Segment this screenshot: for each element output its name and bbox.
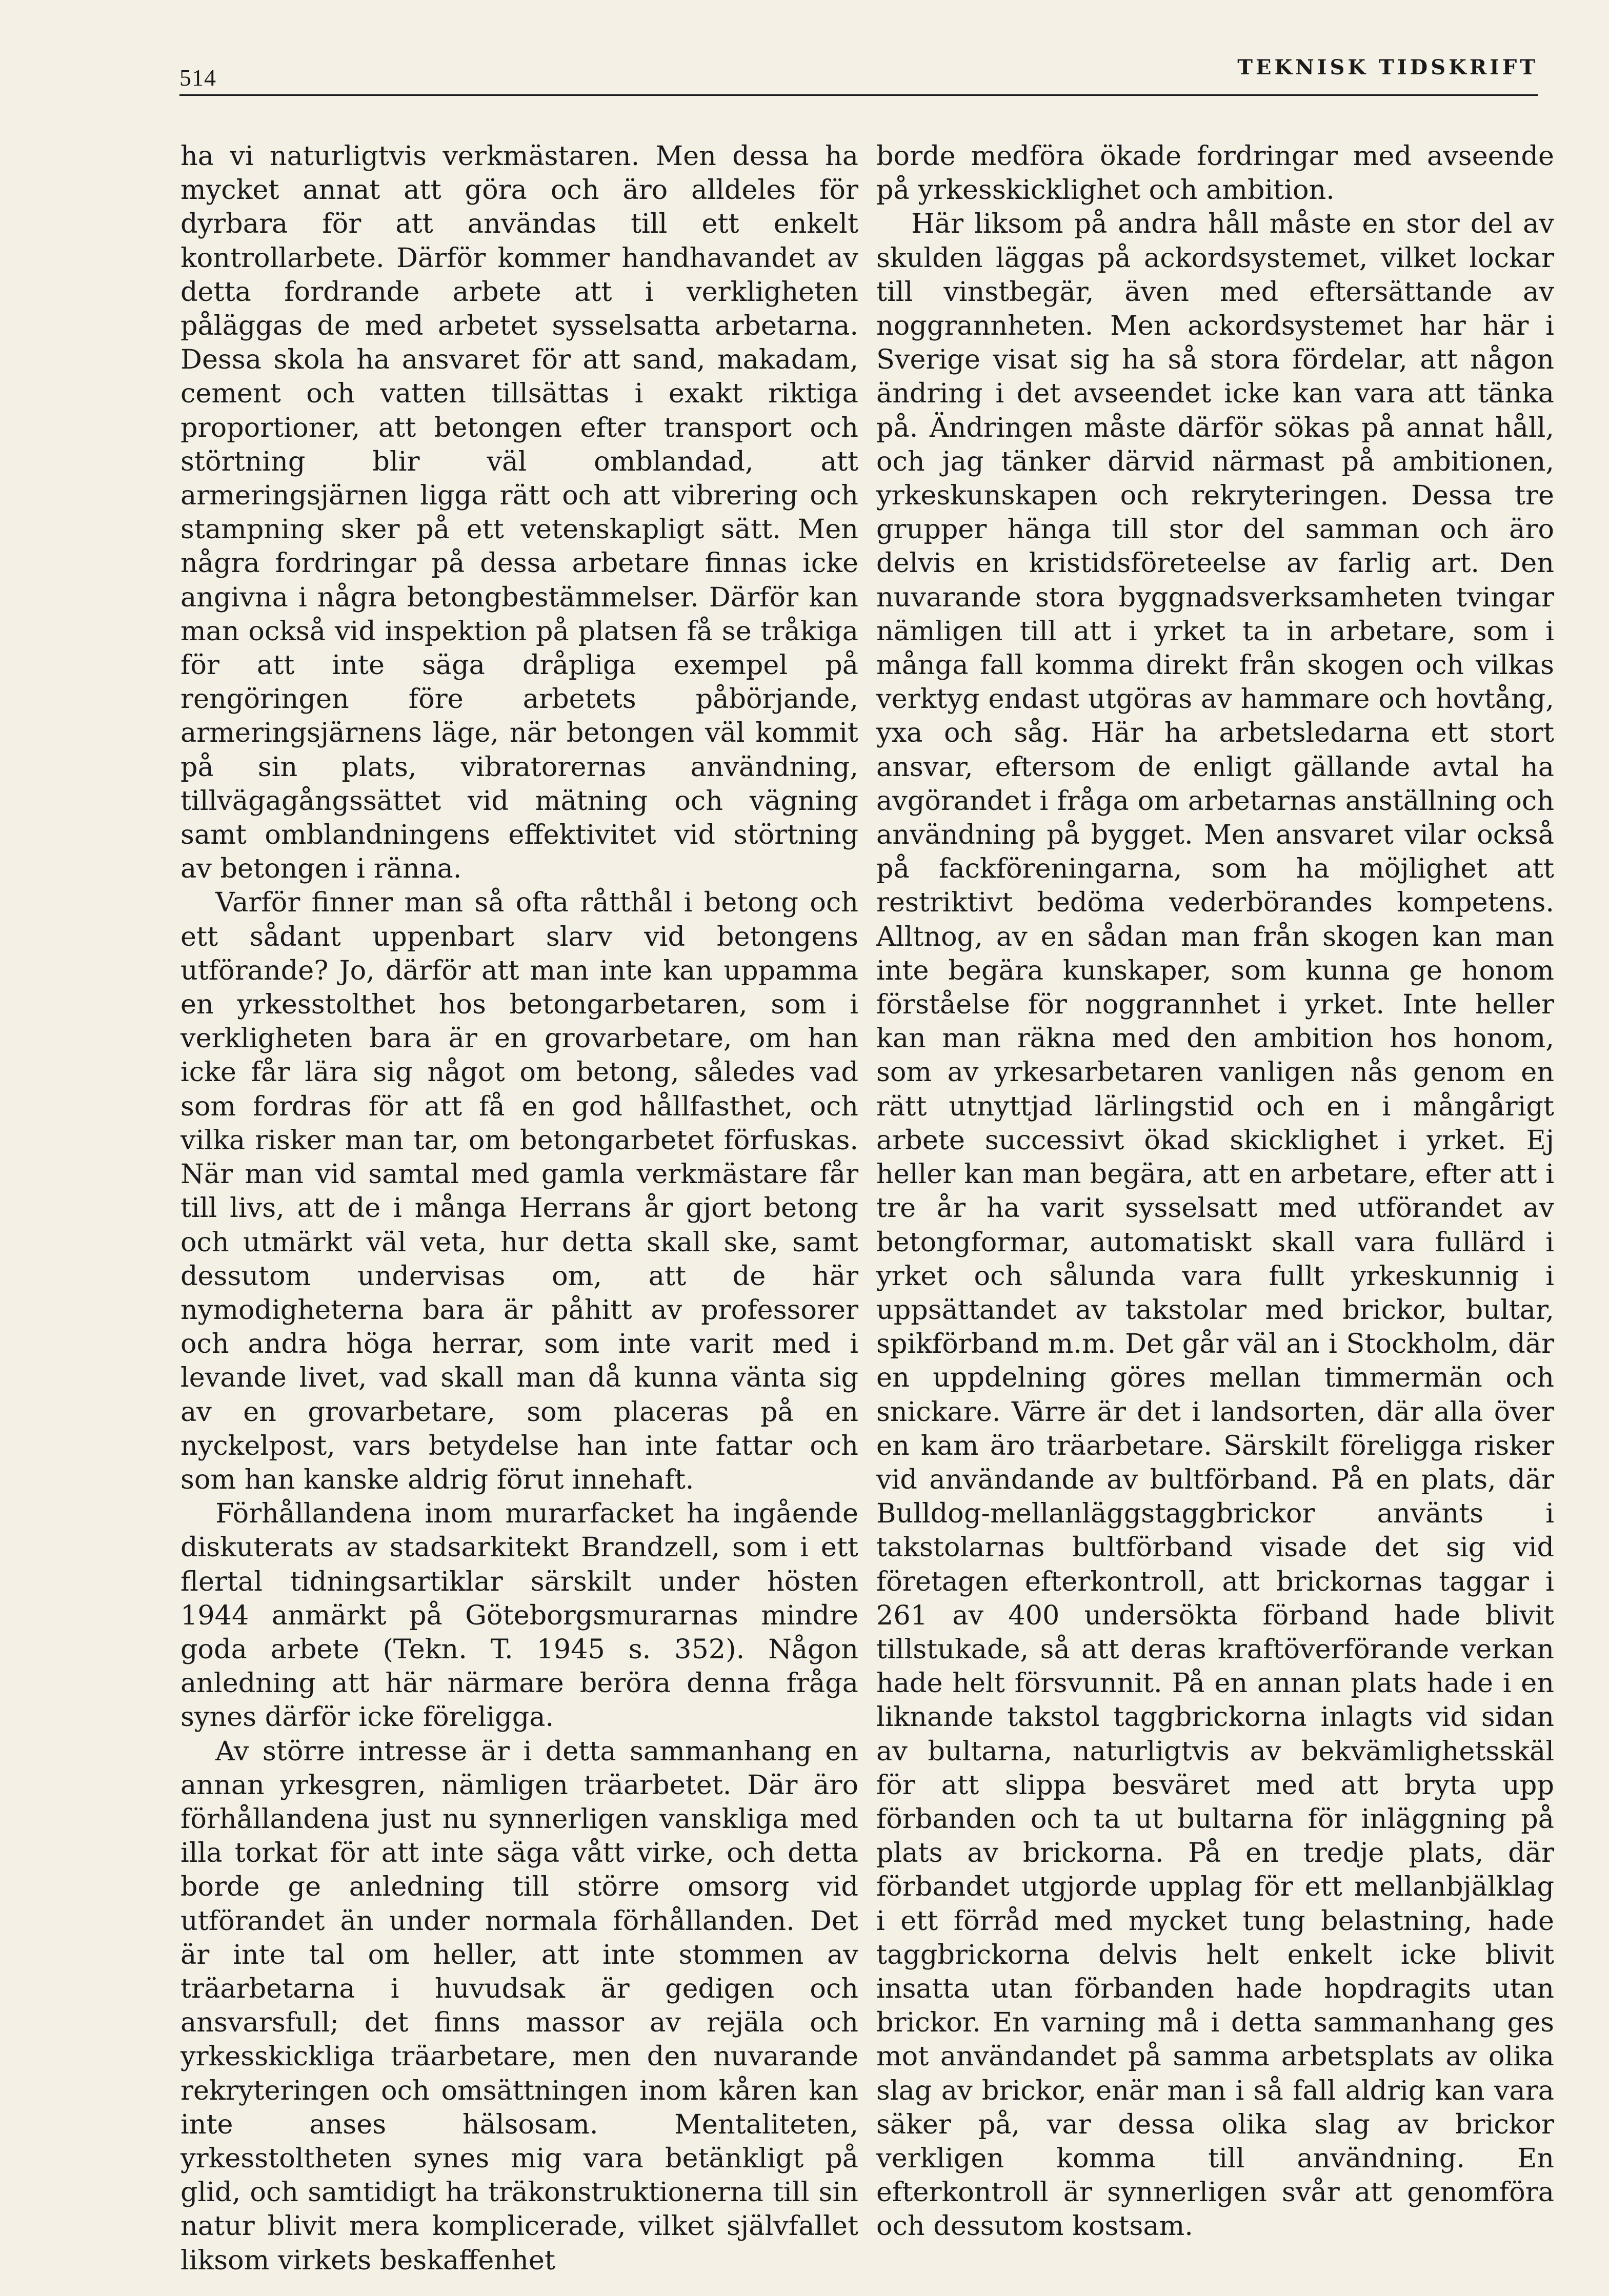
- page-number: 514: [179, 65, 216, 91]
- running-head: TEKNISK TIDSKRIFT: [1237, 55, 1538, 79]
- paragraph: Av större intresse är i detta sammanhang en annan yrkesgren, nämligen träarbetet. Där äro förhållandena just nu synnerligen vanskliga med illa torkat för att inte säga vått virke, och detta borde ge anledning till större omsorg vid utförandet än under normala förhållanden. Det är inte tal om heller, att inte stommen av träarbetarna i huvudsak är gedigen och ansvarsfull; det finns massor av rejäla och yrkesskickliga träarbetare, men den nuvarande rekryteringen och omsättningen inom kåren kan inte anses hälsosam. Mentaliteten, yrkesstoltheten synes mig vara betänkligt på glid, och samtidigt ha träkonstruktionerna till sin natur blivit mera komplicerade, vilket självfallet liksom virkets beskaffenhet: [180, 1735, 858, 2276]
- paragraph: Varför finner man så ofta råtthål i betong och ett sådant uppenbart slarv vid betongens utförande? Jo, därför att man inte kan uppamma en yrkesstolthet hos betongarbetaren, som i verkligheten bara är en grovarbetare, om han icke får lära sig något om betong, således vad som fordras för att få en god hållfasthet, och vilka risker man tar, om betongarbetet förfuskas. När man vid samtal med gamla verkmästare får till livs, att de i många Herrans år gjort betong och utmärkt väl veta, hur detta skall ske, samt dessutom undervisas om, att de här nymodigheterna bara är påhitt av professorer och andra höga herrar, som inte varit med i levande livet, vad skall man då kunna vänta sig av en grovarbetare, som placeras på en nyckelpost, vars betydelse han inte fattar och som han kanske aldrig förut innehaft.: [180, 887, 858, 1495]
- header-rule: [179, 94, 1538, 96]
- right-column: [876, 139, 1554, 2242]
- paragraph: Förhållandena inom murarfacket ha ingående diskuterats av stadsarkitekt Brandzell, som i ett flertal tidningsartiklar särskilt under hösten 1944 anmärkt på Göteborgsmurarnas mindre goda arbete (Tekn. T. 1945 s. 352). Någon anledning att här närmare beröra denna fråga synes därför icke föreligga.: [180, 1498, 858, 1733]
- paragraph: borde medföra ökade fordringar med avseende på yrkesskicklighet och ambition.: [876, 140, 1554, 206]
- left-column: [180, 139, 858, 2276]
- paragraph: Här liksom på andra håll måste en stor del av skulden läggas på ackordsystemet, vilket lockar till vinstbegär, även med eftersättande av noggrannheten. Men ackordsystemet har här i Sverige visat sig ha så stora fördelar, att någon ändring i det avseendet icke kan vara att tänka på. Ändringen måste därför sökas på annat håll, och jag tänker därvid närmast på ambitionen, yrkeskunskapen och rekryteringen. Dessa tre grupper hänga till stor del samman och äro delvis en kristidsföreteelse av farlig art. Den nuvarande stora byggnadsverksamheten tvingar nämligen till att i yrket ta in arbetare, som i många fall komma direkt från skogen och vilkas verktyg endast utgöras av hammare och hovtång, yxa och såg. Här ha arbetsledarna ett stort ansvar, eftersom de enligt gällande avtal ha avgörandet i fråga om arbetarnas anställning och användning på bygget. Men ansvaret vilar också på fackföreningarna, som ha möjlighet att restriktivt bedöma vederbörandes kompetens. Alltnog, av en sådan man från skogen kan man inte begära kunskaper, som kunna ge honom förståelse för noggrannhet i yrket. Inte heller kan man räkna med den ambition hos honom, som av yrkesarbetaren vanligen nås genom en rätt utnyttjad lärlingstid och en i mångårigt arbete successivt ökad skicklighet i yrket. Ej heller kan man begära, att en arbetare, efter att i tre år ha varit sysselsatt med utförandet av betongformar, automatiskt skall vara fullärd i yrket och sålunda vara fullt yrkeskunnig i uppsättandet av takstolar med brickor, bultar, spikförband m.m. Det går väl an i Stockholm, där en uppdelning göres mellan timmermän och snickare. Värre är det i landsorten, där alla över en kam äro träarbetare. Särskilt föreligga risker vid användande av bultförband. På en plats, där Bulldog-mellanläggstaggbrickor använts i takstolarnas bultförband visade det sig vid företagen efterkontroll, att brickornas taggar i 261 av 400 undersökta förband hade blivit tillstukade, så att deras kraftöverförande verkan hade helt försvunnit. På en annan plats hade i en liknande takstol taggbrickorna inlagts vid sidan av bultarna, naturligtvis av bekvämlighetsskäl för att slippa besväret med att bryta upp förbanden och ta ut bultarna för inläggning på plats av brickorna. På en tredje plats, där förbandet utgjorde upplag för ett mellanbjälklag i ett förråd med mycket tung belastning, hade taggbrickorna delvis helt enkelt icke blivit insatta utan förbanden hade hopdragits utan brickor. En varning må i detta sammanhang ges mot användandet på samma arbetsplats av olika slag av brickor, enär man i så fall aldrig kan vara säker på, var dessa olika slag av brickor verkligen komma till användning. En efterkontroll är synnerligen svår att genomföra och dessutom kostsam.: [876, 208, 1554, 2242]
- paragraph: ha vi naturligtvis verkmästaren. Men dessa ha mycket annat att göra och äro alldeles för dyrbara för att användas till ett enkelt kontrollarbete. Därför kommer handhavandet av detta fordrande arbete att i verkligheten påläggas de med arbetet sysselsatta arbetarna. Dessa skola ha ansvaret för att sand, makadam, cement och vatten tillsättas i exakt riktiga proportioner, att betongen efter transport och störtning blir väl omblandad, att armeringsjärnen ligga rätt och att vibrering och stampning sker på ett vetenskapligt sätt. Men några fordringar på dessa arbetare finnas icke angivna i några betongbestämmelser. Därför kan man också vid inspektion på platsen få se tråkiga för att inte säga dråpliga exempel på rengöringen före arbetets påbörjande, armeringsjärnens läge, när betongen väl kommit på sin plats, vibratorernas användning, tillvägagångssättet vid mätning och vägning samt omblandningens effektivitet vid störtning av betongen i ränna.: [180, 140, 858, 885]
